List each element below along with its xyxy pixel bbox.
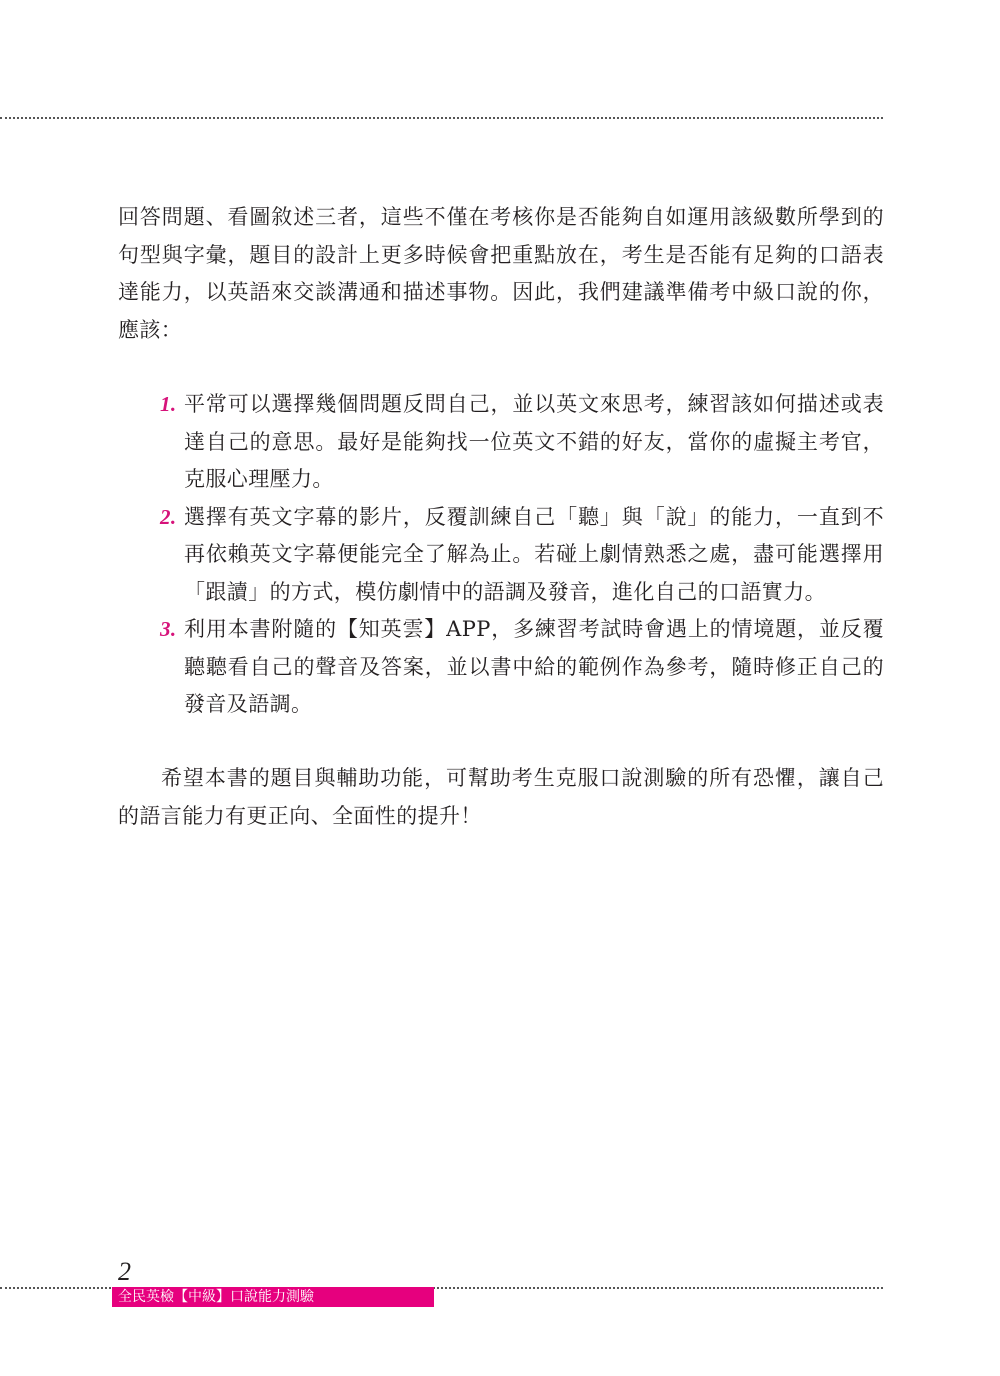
- top-dotted-divider: [0, 117, 883, 119]
- tip-text: 平常可以選擇幾個問題反問自己，並以英文來思考，練習該如何描述或表達自己的意思。最好是能夠找一位英文不錯的好友，當你的虛擬主考官，克服心理壓力。: [184, 392, 884, 491]
- tip-number: 2.: [160, 504, 177, 529]
- tip-text: 選擇有英文字幕的影片，反覆訓練自己「聽」與「說」的能力，一直到不再依賴英文字幕便能完全了解為止。若碰上劇情熟悉之處，盡可能選擇用「跟讀」的方式，模仿劇情中的語調及發音，進化自己的口語實力。: [184, 504, 884, 604]
- page-number: 2: [118, 1257, 131, 1286]
- closing-paragraph: 希望本書的題目與輔助功能，可幫助考生克服口說測驗的所有恐懼，讓自己的語言能力有更正向、全面性的提升！: [118, 766, 884, 828]
- tip-item-1: [160, 386, 884, 499]
- tip-item-3: [160, 611, 884, 724]
- footer-book-title: 全民英檢【中級】口說能力測驗: [112, 1287, 434, 1307]
- tip-item-2: [160, 499, 884, 612]
- tip-number: 3.: [160, 617, 177, 641]
- tips-list: [160, 386, 884, 724]
- intro-paragraph: 回答問題、看圖敘述三者，這些不僅在考核你是否能夠自如運用該級數所學到的句型與字彙，題目的設計上更多時候會把重點放在，考生是否能有足夠的口語表達能力，以英語來交談溝通和描述事物。因此，我們建議準備考中級口說的你，應該：: [118, 205, 884, 342]
- tip-text: 利用本書附隨的【知英雲】APP，多練習考試時會遇上的情境題，並反覆聽聽看自己的聲音及答案，並以書中給的範例作為參考，隨時修正自己的發音及語調。: [184, 617, 884, 716]
- tip-number: 1.: [160, 392, 177, 416]
